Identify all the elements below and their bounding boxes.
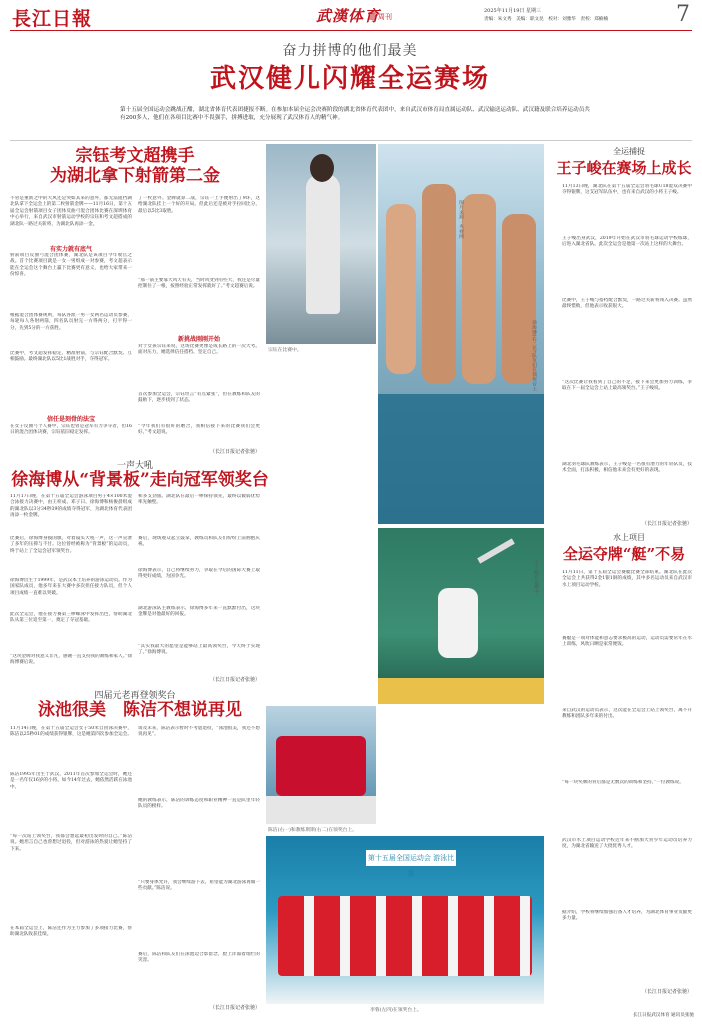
article3-para: 赛后，陈洁和队友们在泳池边合影留念，脸上洋溢着灿烂的笑容。 — [138, 952, 260, 964]
newspaper-logo: 長江日報 — [12, 8, 93, 30]
pool-water — [378, 394, 544, 524]
badminton-photo-caption: 王子峻在比赛中。 — [533, 560, 538, 599]
event-banner: 第十五届全国运动会 游泳比赛 — [366, 850, 456, 866]
article1-para: “今年我们有很好的磨合，我相信接下来的比赛我们会更好。”考文超说。 — [138, 424, 260, 436]
podium-photo — [266, 706, 376, 824]
archery-photo-source: 图片来源：央视网 — [458, 200, 463, 239]
swimmers-photo-caption: 徐海博(右二)与队友们在领奖台上 — [531, 320, 536, 391]
player-figure — [438, 588, 478, 658]
article4-tag: 全运捕捉 — [613, 147, 645, 156]
article2-para: 和多支劲旅。湖北队在最后一棒保持领先，最终以微弱优势率先触壁。 — [138, 494, 260, 506]
article1-para: 首次参加全运会，宗钰坦言“有点紧张”，但在教练和队友的鼓励下，逐步找到了状态。 — [138, 392, 260, 404]
rowing-photo-caption: 李蓉(左四)在领奖台上。 — [370, 1008, 422, 1013]
article5-tag: 水上项目 — [613, 533, 645, 542]
page-headline: 武汉健儿闪耀全运赛场 — [209, 64, 490, 94]
article1-para: 不管是重新之中的大风还是突如其来的意外，都无法阻挡湖北队拿下全运会上的第二枚射箭金牌——11月16日，第十五届全运会射箭项目女子团体反曲弓混合团体比赛在深圳体育中心举行，来自武汉市射箭运动学校的宗钰和考文超搭成的湖北队一路过关斩将，为湖北队再添一金。 — [10, 196, 132, 227]
article2-title: 徐海博从“背景板”走向冠军领奖台 — [11, 470, 269, 490]
article2-kicker: 一声大吼 — [116, 461, 153, 471]
swimmer-figure — [462, 194, 496, 384]
section-brand: 武漢体育 — [316, 7, 381, 25]
article2-para: 赛后，现场观众起立鼓掌，教练员和队友们纷纷上前拥抱庆祝。 — [138, 536, 260, 548]
article5-para: 来自武汉的运动员表示，这次能在全运会上站上领奖台，离不开教练和团队多年来的付出。 — [562, 708, 692, 720]
athletes-group — [276, 736, 366, 796]
article2-para: “这块金牌对我意义非凡，感谢一直支持我的教练和家人。”徐海博赛后说。 — [10, 654, 132, 666]
article3-para: 在本届全运会上，陈洁还作为主力参加了多项接力比赛，帮助湖北队收获佳绩。 — [10, 926, 132, 938]
article3-para: 陈洁1995年出生于武汉，2011年首次参加全运会时，她还是一名年仅16岁的小将。如今14年过去，她依然活跃在泳池中。 — [10, 772, 132, 790]
article2-para: “其实我最大的愿望是能够站上最高领奖台，今天终于实现了。”徐海博说。 — [138, 644, 260, 656]
lede-divider — [10, 140, 692, 141]
archer-figure — [306, 174, 340, 314]
article3-title: 泳池很美 陈洁不想说再见 — [38, 700, 242, 720]
page-footer: 长江日报武汉体育 通讯员张驰 — [632, 1013, 694, 1018]
article4-para: 11月13日晚，湖北队在第十五届全运会羽毛球U18混双决赛中夺得银牌，这支冠军队伍中，也有来自武汉的小将王子峻。 — [562, 184, 692, 196]
issue-date: 2025年11月19日 星期三 — [484, 8, 542, 14]
editor-credits: 责编：朱文秀 美编：职文昆 校对：刘雅华 责校：郑楠楠 — [484, 17, 609, 22]
article2-credit: （长江日报记者张驰） — [209, 677, 260, 683]
article2-para: 徐海博表示，自己将继续努力，争取在今后的国际大赛上取得更好成绩，为国争光。 — [138, 568, 260, 580]
article1-para: 根据混合团体赛规则，每队各派一男一女两名运动员参赛，每轮每人各射两箭，四名队员射完一方得两分，打平得一分，先到5分的一方获胜。 — [10, 313, 132, 331]
article2-para: 此次全运会，他在接力赛第三棒蝶泳中发挥出色，帮助湖北队从第三位追至第一，奠定了夺冠基础。 — [10, 612, 132, 624]
article1-para: 对于女孩宗钰来说，这场比赛更像是成长路上的一次大考。面对压力，她选择信任搭档、坚定自己。 — [138, 344, 260, 356]
article5-para: 11月11日，第十五届全运会赛艇比赛全部结束。湖北队在此次全运会上共获得2金1银1铜的成绩，其中多名运动员来自武汉市水上项目运动学校。 — [562, 570, 692, 588]
article4-para: 湖北羽毛球队教练表示，王子峻是一名很有潜力的年轻队员，技术全面，打法积极，相信他未来会有更好的表现。 — [562, 462, 692, 474]
article5-para: 武汉市水上项目运动学校近年来不断加大青少年运动员培养力度，为湖北省输送了大批优秀人才。 — [562, 838, 692, 850]
article5-title: 全运夺牌“艇”不易 — [562, 545, 686, 563]
page-number: 7 — [676, 2, 690, 27]
article1-subhead: 信任是刻骨的法宝 — [46, 416, 95, 423]
podium-base — [266, 796, 376, 824]
article4-title: 王子峻在赛场上成长 — [556, 159, 692, 177]
article5-para: 据介绍，学校将继续加强后备人才培养，为湖北体育事业贡献更多力量。 — [562, 910, 692, 922]
article1-title-line2: 为湖北拿下射箭第二金 — [50, 166, 220, 186]
athletes-row — [278, 896, 532, 976]
rowing-podium-photo — [266, 836, 544, 1004]
article1-title-line1: 宗钰考文超携手 — [75, 146, 195, 166]
article3-kicker: 四届元老再登领奖台 — [94, 691, 176, 701]
swimmer-figure — [422, 184, 456, 384]
article1-para: 射箭项目反曲弓混合团体赛，湖北队是该项目今年收官之战。首个比赛项目就是一女一男组成一对参赛，考文超表示能在全运会这个舞台上赢下比赛更有意义，也给大家带来一份惊喜。 — [10, 253, 132, 278]
badminton-photo — [378, 528, 544, 704]
archery-photo — [266, 144, 376, 344]
racket — [477, 538, 515, 563]
page-kicker: 奋力拼博的他们最美 — [282, 43, 418, 59]
article3-para: “只要身体允许，我会继续游下去，希望能为湖北游泳再做一些贡献。”陈洁说。 — [138, 880, 260, 892]
podium-photo-caption: 陈洁(右一)和教练斯斯(右二)在领奖台上。 — [268, 828, 358, 833]
article3-credit: （长江日报记者张驰） — [209, 1005, 260, 1011]
article1-subhead: 新挑战刚刚开始 — [177, 336, 220, 343]
article2-para: 比赛后，徐海博身披国旗，对着镜头大吼一声，这一声宣泄了多年的压抑与不甘。这位曾经被称为“背景板”的运动员，终于站上了全运会冠军领奖台。 — [10, 536, 132, 554]
swimmer-figure — [386, 204, 416, 374]
section-subtitle: 周刊 — [378, 13, 392, 21]
archery-photo-caption: 宗钰在比赛中。 — [268, 348, 302, 353]
article4-para: 王子峻出身武汉，2019年开始在武汉市羽毛球运动学校练球，后进入湖北省队。此次全运会是他第一次站上这样的大舞台。 — [562, 236, 692, 248]
article1-para: 在女子反曲弓个人赛中，宗钰也曾是冠军有力争夺者，但16日的混合团体决赛，宗钰依旧稳定发挥。 — [10, 424, 132, 436]
article1-credit: （长江日报记者张驰） — [209, 449, 260, 455]
article1-para: 了一枚意外。金牌就算二战，宗钰一上手便射出了9环，这给湖北队挂上一个好的开局。但此后还是被对手拉回比分，最后以5比3取胜。 — [138, 196, 260, 214]
article3-para: 11月14日晚，在第十五届全运会女子50米自由泳决赛中，陈洁以25秒01的成绩获得银牌，这是她第四次参加全运会。 — [10, 726, 132, 738]
article2-para: 徐海博出生于1999年，是武汉本土培养的游泳运动员。作为国家队成员，他多年来在大赛中多次担任接力队员，但个人项目成绩一直难以突破。 — [10, 578, 132, 596]
article3-para: “每一次站上领奖台，我都会想起最初出发时的自己。”陈洁说。她坦言自己也曾想过退役，但对游泳的热爱让她坚持了下来。 — [10, 834, 132, 852]
article3-para: 谈及未来，陈洁表示暂时不考虑退役，“泳池很美，我还不想说再见”。 — [138, 726, 260, 738]
article3-para: 她的教练表示，陈洁的训练态度和职业精神一直是队里年轻队员的榜样。 — [138, 798, 260, 810]
article4-para: 比赛中，王子峻与搭档配合默契，一路过关斩将闯入决赛。虽然最终惜败，但他表示收获很大。 — [562, 298, 692, 310]
article2-para: 11月17日晚，在第十五届全运会游泳项目男子4×100米混合泳接力决赛中，由王梓成、邓子曰、徐海博和杨俊晨组成的湖北队以3分34秒39的成绩夺得冠军，为湖北体育代表团再添一枚金牌。 — [10, 494, 132, 519]
article1-para: “那一箭主要靠大风天有关，当时风变到有些大，我还是尽量控制住了一根，按照经验正常发挥就好了。”考文超赛后说。 — [138, 278, 260, 290]
article4-credit: （长江日报记者张驰） — [641, 521, 692, 527]
article1-para: 比赛中，考文超发挥稳定、精准射箭，与宗钰配合默契、互相鼓励。最终湖北队以5比1战胜对手，夺得冠军。 — [10, 351, 132, 363]
page-lede: 第十五届全国运动会跳战正酣，湖北省体育代表团捷报不断。在参加本届全运会决赛阶段的湖北省体育代表团中，来自武汉市体育局直属运动队、武汉输送运动队、武汉籍及联合培养运动员共有200多人，他们在各项目比赛中不畏强手，拼搏进取，充分展现了武汉体育人的精气神。 — [120, 107, 590, 121]
archer-head — [310, 154, 334, 182]
masthead-rule — [10, 30, 692, 31]
article5-para: 赛艇是一项对体能和意志要求极高的运动，运动员需要常年在水上训练，风吹日晒是家常便饭。 — [562, 636, 692, 648]
article5-credit: （长江日报记者张驰） — [641, 989, 692, 995]
article5-para: “每一块奖牌的背后都是无数次的训练和坚持。”一位教练说。 — [562, 780, 684, 785]
court-banner — [378, 678, 544, 704]
article1-subhead: 有实力就有底气 — [49, 246, 92, 253]
article2-para: 湖北游泳队主教练表示，徐海博多年来一直默默付出，这块金牌是对他最好的回报。 — [138, 606, 260, 618]
article4-para: “这次比赛让我看到了自己的不足，接下来会更加努力训练，争取在下一届全运会上站上最高领奖台。”王子峻说。 — [562, 380, 692, 392]
